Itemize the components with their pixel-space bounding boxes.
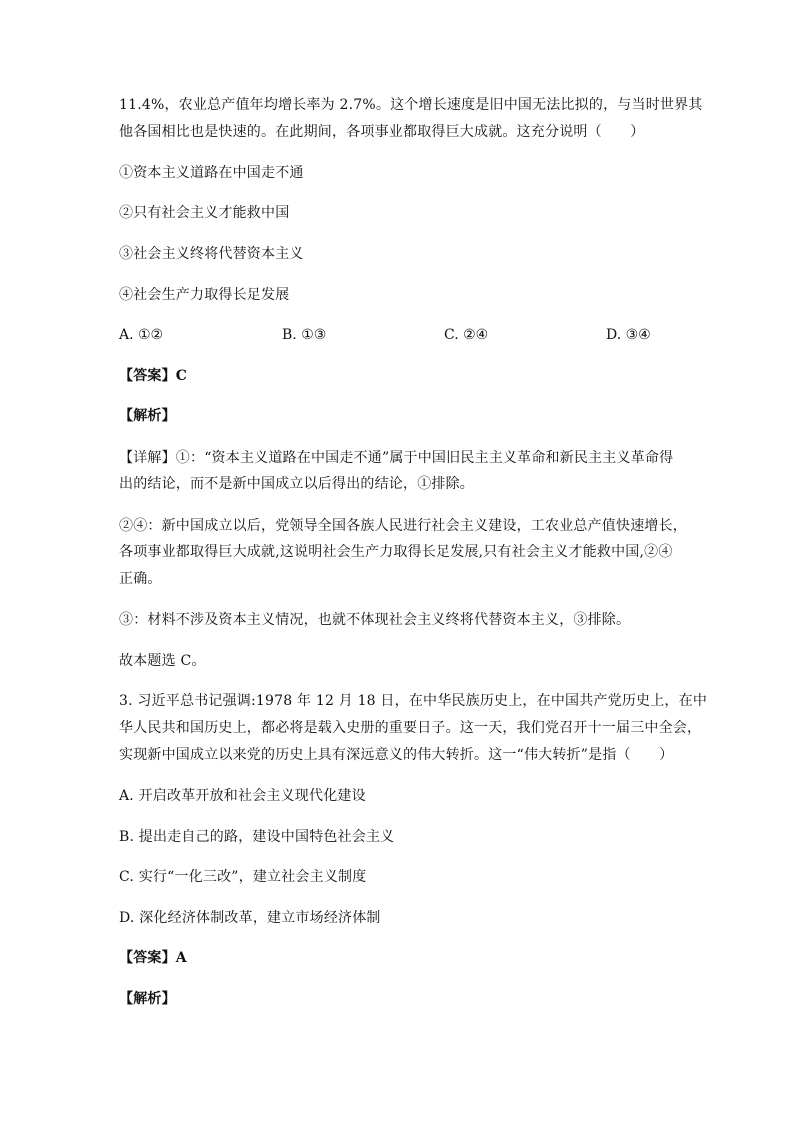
q3-option-c: C. 实行“一化三改”，建立社会主义制度 [119,869,367,885]
q2-option-c: C. ②④ [444,327,489,343]
q2-para2-line-2: 各项事业都取得巨大成就,这说明社会生产力取得长足发展,只有社会主义才能救中国,②④ [119,544,673,560]
q2-answer: 【答案】C [119,368,188,384]
q2-detail-line-2: 出的结论，而不是新中国成立以后得出的结论，①排除。 [119,476,474,492]
q3-stem-line-3: 实现新中国成立以来党的历史上具有深远意义的伟大转折。这一“伟大转折”是指（ ） [119,747,674,763]
q2-option-a: A. ①② [119,327,164,343]
q2-statement-3: ③社会主义终将代替资本主义 [119,246,304,262]
q3-option-a: A. 开启改革开放和社会主义现代化建设 [119,788,366,804]
q2-detail-line-1: 【详解】①：“资本主义道路在中国走不通”属于中国旧民主主义革命和新民主主义革命得 [119,450,674,466]
q2-option-d: D. ③④ [606,327,651,343]
q2-option-b: B. ①③ [282,327,327,343]
q2-analysis-heading: 【解析】 [119,408,176,424]
q2-para3: ③：材料不涉及资本主义情况，也就不体现社会主义终将代替资本主义，③排除。 [119,612,631,628]
q3-stem-line-1: 3. 习近平总书记强调:1978 年 12 月 18 日，在中华民族历史上，在中国共产党历史上，在中 [119,693,708,709]
q2-conclusion: 故本题选 C。 [119,653,206,669]
q3-option-d: D. 深化经济体制改革，建立市场经济体制 [119,910,381,926]
q3-analysis-heading: 【解析】 [119,991,176,1007]
q3-option-b: B. 提出走自己的路，建设中国特色社会主义 [119,829,395,845]
q3-answer: 【答案】A [119,950,187,966]
q2-statement-2: ②只有社会主义才能救中国 [119,205,290,221]
q2-statement-4: ④社会生产力取得长足发展 [119,287,290,303]
q2-para2-line-1: ②④：新中国成立以后，党领导全国各族人民进行社会主义建设，工农业总产值快速增长， [119,518,687,534]
q3-stem-line-2: 华人民共和国历史上，都必将是载入史册的重要日子。这一天，我们党召开十一届三中全会， [119,720,702,736]
q2-stem-line-2: 他各国相比也是快速的。在此期间，各项事业都取得巨大成就。这充分说明（ ） [119,124,645,140]
q2-statement-1: ①资本主义道路在中国走不通 [119,165,304,181]
q2-stem-line-1: 11.4%，农业总产值年均增长率为 2.7%。这个增长速度是旧中国无法比拟的，与当时世界其 [119,97,703,113]
q2-para2-line-3: 正确。 [119,571,162,587]
